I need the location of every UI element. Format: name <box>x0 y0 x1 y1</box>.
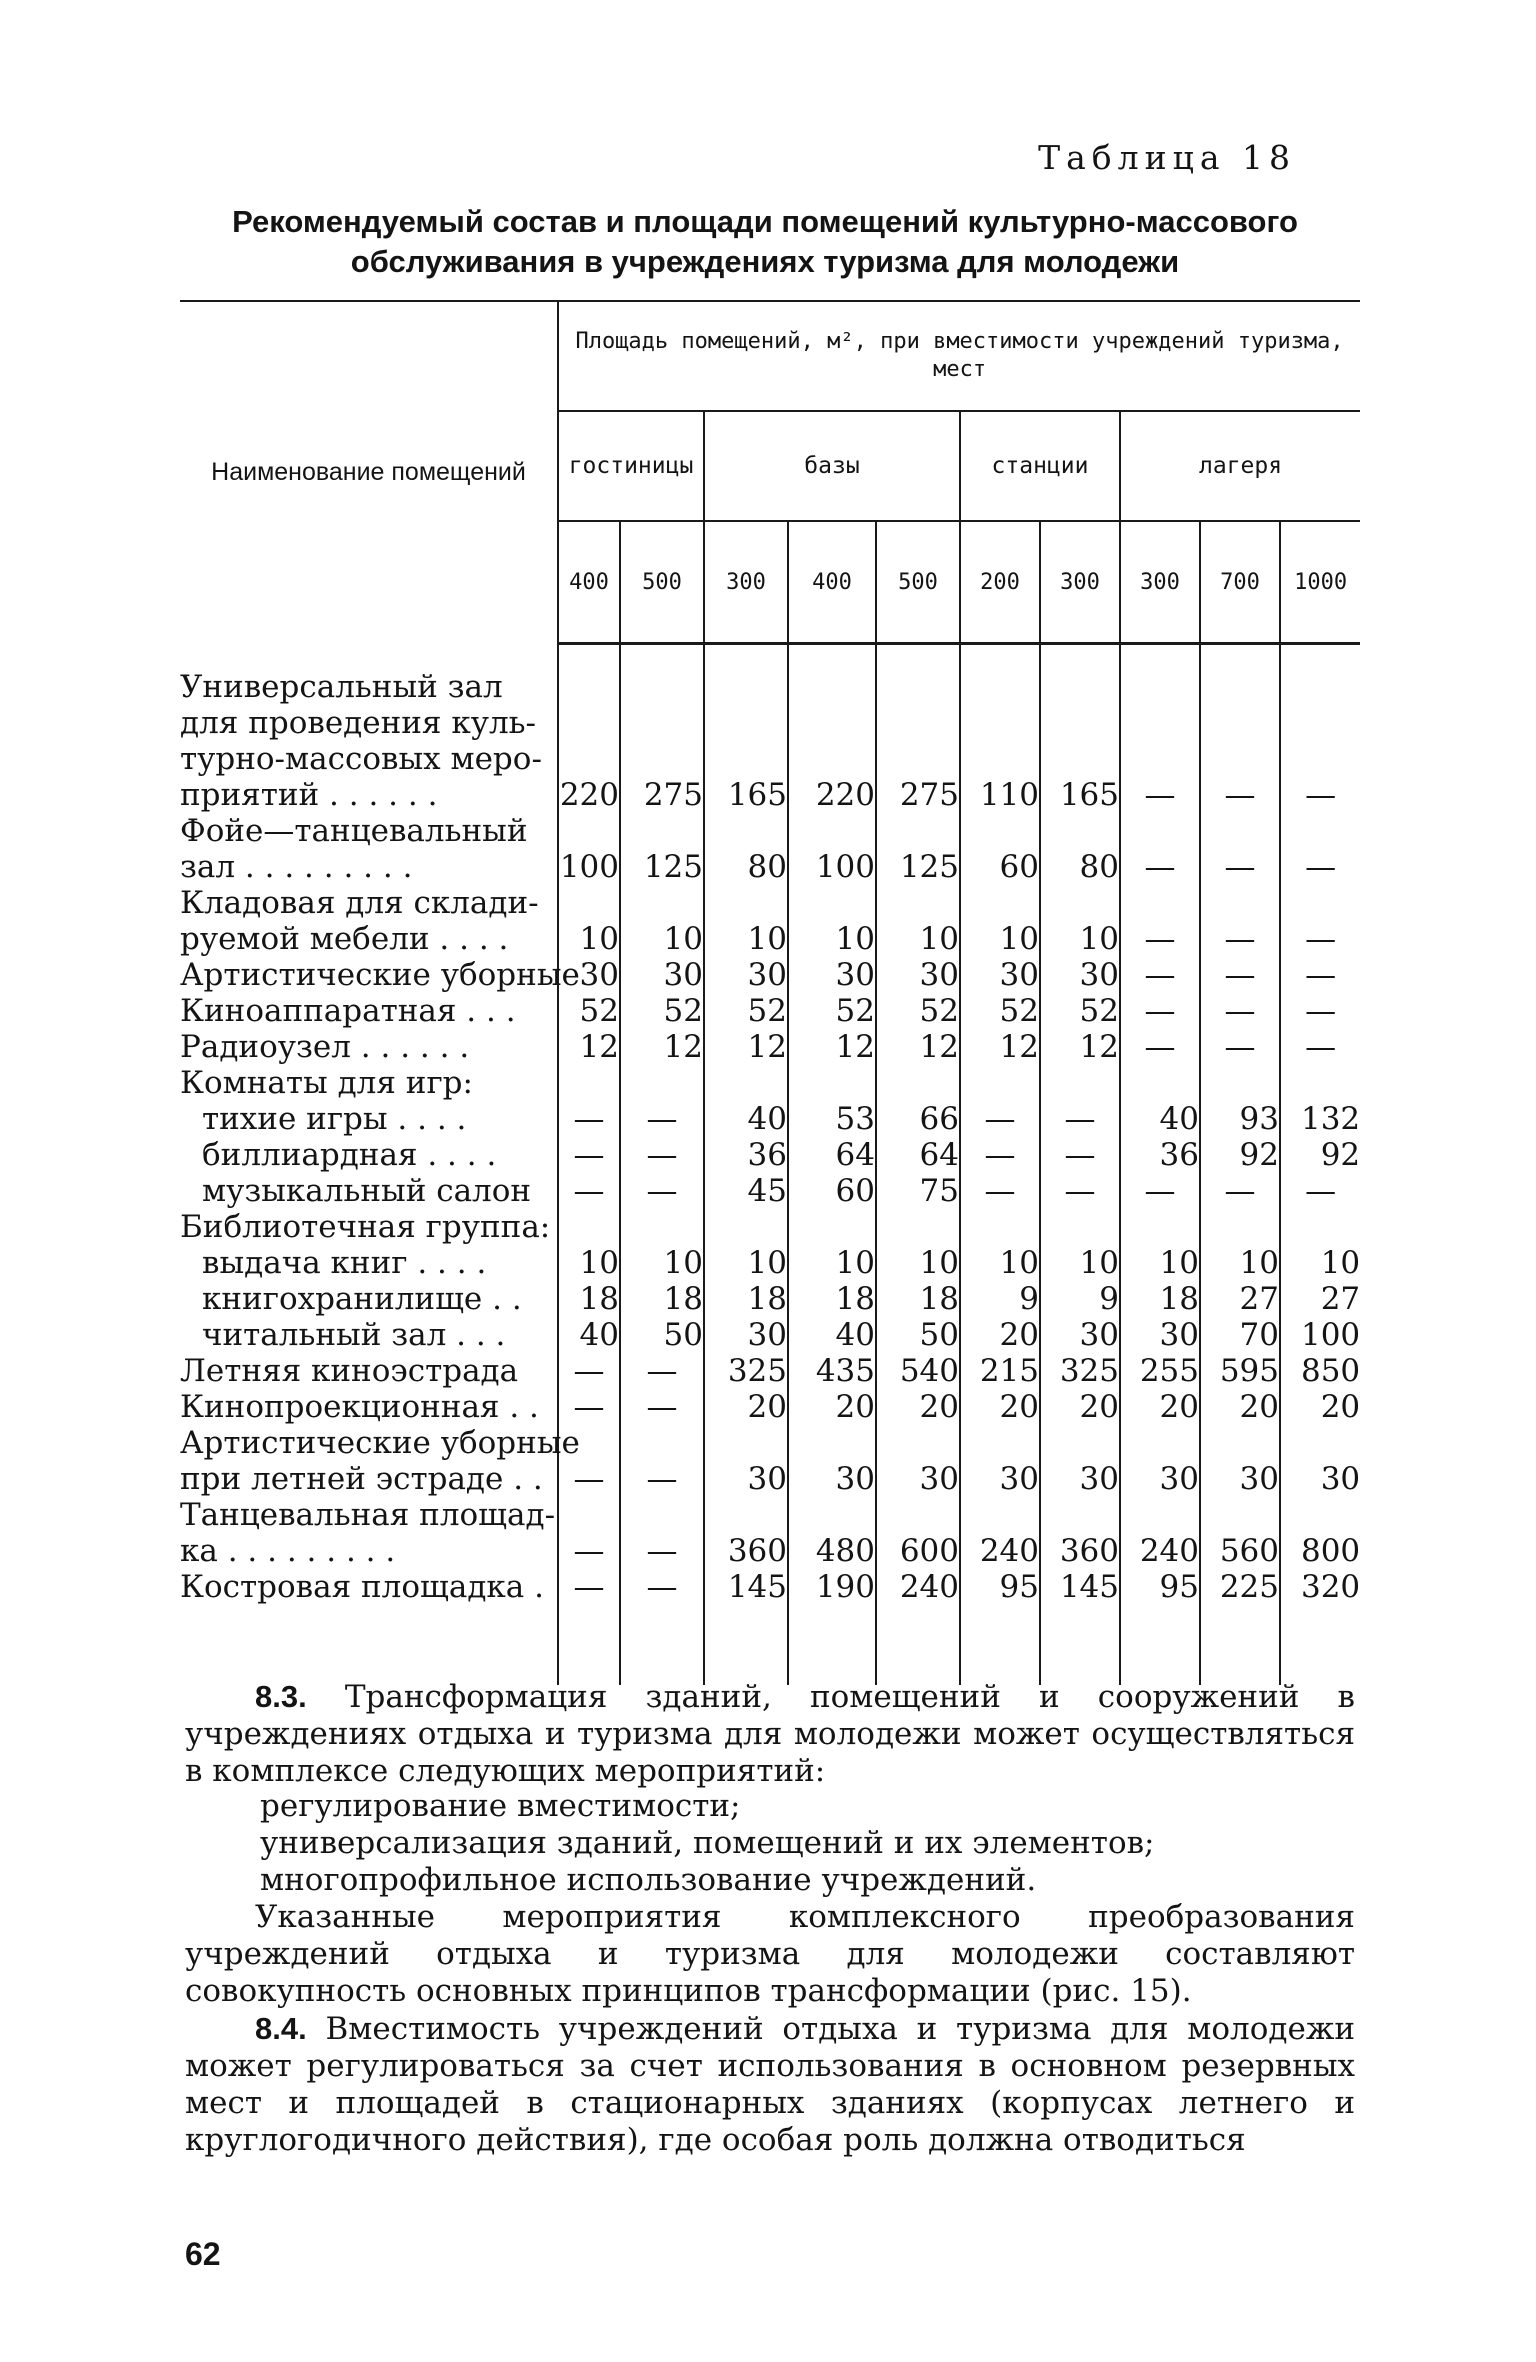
table-cell <box>704 1065 788 1101</box>
row-label <box>180 1209 558 1245</box>
table-cell: — <box>1305 777 1337 813</box>
table-cell <box>1120 1209 1200 1245</box>
table-cell: 275 <box>876 669 960 813</box>
row-label <box>180 993 558 1029</box>
table-cell <box>960 1209 1040 1245</box>
table-cell: 20 <box>704 1389 788 1425</box>
table-cell: 95 <box>960 1569 1040 1605</box>
table-cell: 10 <box>1320 1245 1361 1281</box>
table-cell: 66 <box>876 1101 960 1137</box>
table-cell: — <box>1040 1101 1120 1137</box>
table-cell: 12 <box>788 1029 876 1065</box>
table-cell: 40 <box>1120 1101 1200 1137</box>
table-cell: 27 <box>1320 1281 1361 1317</box>
row-label <box>180 1569 558 1605</box>
table-cell: 165 <box>704 669 788 813</box>
table-cell <box>1120 1065 1200 1101</box>
table-cell: 12 <box>558 1029 620 1065</box>
row-label-line: Киноаппаратная . . . <box>180 993 516 1029</box>
row-label-line: выдача книг . . . . <box>202 1245 487 1281</box>
table-cell <box>1280 1065 1360 1101</box>
table-row <box>180 1209 1360 1245</box>
table-cell: 220 <box>788 669 876 813</box>
table-cell: 30 <box>876 1425 960 1497</box>
table-cell: — <box>558 1101 620 1137</box>
table-cell: 595 <box>1200 1353 1280 1389</box>
table-cell: 240 <box>960 1497 1040 1569</box>
table-row <box>180 1245 1360 1281</box>
table-cell: 10 <box>788 885 876 957</box>
table-cell: 100 <box>788 813 876 885</box>
table-cell: — <box>558 1389 620 1425</box>
table-cell: — <box>558 1425 620 1497</box>
table-cell <box>1200 1065 1280 1101</box>
table-row <box>180 1497 1360 1569</box>
table-cell: 18 <box>876 1281 960 1317</box>
table-cell: — <box>620 1101 704 1137</box>
row-label-line: книгохранилище . . <box>202 1281 522 1317</box>
table-cell: 10 <box>558 1245 620 1281</box>
table-cell: 850 <box>1300 1353 1361 1389</box>
table-cell: — <box>1120 813 1200 885</box>
row-label-line: Библиотечная группа: <box>180 1209 551 1245</box>
table-cell: 540 <box>876 1353 960 1389</box>
table-cell: 52 <box>704 993 788 1029</box>
table-cell: — <box>1305 921 1337 957</box>
table-cell: 12 <box>960 1029 1040 1065</box>
table-cell: — <box>558 1137 620 1173</box>
table-row <box>180 1173 1360 1209</box>
table-title: Рекомендуемый состав и площади помещений культурно-массового обслуживания в учреждениях туризма для молодежи <box>232 204 1298 279</box>
table-cell: — <box>620 1497 704 1569</box>
table-cell: 190 <box>788 1569 876 1605</box>
table-cell: 800 <box>1300 1533 1361 1569</box>
table-cell: 10 <box>788 1245 876 1281</box>
row-label-line: Артистические уборные <box>180 1425 580 1461</box>
table-cell: 10 <box>1040 885 1120 957</box>
table-cell <box>620 1209 704 1245</box>
table-cell: — <box>1200 1029 1280 1065</box>
row-label <box>180 1317 558 1353</box>
table-cell: 360 <box>1040 1497 1120 1569</box>
row-label-line: Летняя киноэстрада <box>180 1353 519 1389</box>
table-cell: 70 <box>1200 1317 1280 1353</box>
table-cell <box>788 1209 876 1245</box>
list-item: многопрофильное использование учреждений. <box>260 1862 1037 1898</box>
table-cell: 240 <box>1120 1497 1200 1569</box>
row-label <box>180 1281 558 1317</box>
table-cell <box>620 1065 704 1101</box>
table-row <box>180 1281 1360 1317</box>
table-cell: 60 <box>788 1173 876 1209</box>
table-cell <box>876 1065 960 1101</box>
table-cell: 80 <box>704 813 788 885</box>
table-cell: — <box>558 1173 620 1209</box>
table-cell: — <box>1305 849 1337 885</box>
table-cell: — <box>620 1137 704 1173</box>
table-cell: 125 <box>620 813 704 885</box>
table-cell: 20 <box>960 1317 1040 1353</box>
capacity-header: 200 <box>960 521 1040 644</box>
table-cell: 480 <box>788 1497 876 1569</box>
table-cell: 30 <box>704 1317 788 1353</box>
table-cell: 10 <box>558 885 620 957</box>
table-cell: 75 <box>876 1173 960 1209</box>
table-cell: 95 <box>1120 1569 1200 1605</box>
group-header-hotels: гостиницы <box>558 411 704 521</box>
table-cell: — <box>620 1173 704 1209</box>
table-cell: — <box>558 1353 620 1389</box>
table-cell: 145 <box>1040 1569 1120 1605</box>
capacity-header: 500 <box>620 521 704 644</box>
table-cell: 52 <box>788 993 876 1029</box>
table-cell <box>558 1209 620 1245</box>
paragraph-followup: Указанные мероприятия комплексного преобразования учреждений отдыха и туризма для молодежи составляют совокупность основных принципов трансформации (рис. 15). <box>185 1899 1355 2009</box>
table-cell: 12 <box>1040 1029 1120 1065</box>
table-cell: 220 <box>558 669 620 813</box>
table-cell: 92 <box>1320 1137 1361 1173</box>
table-cell: 45 <box>704 1173 788 1209</box>
table-cell: 255 <box>1120 1353 1200 1389</box>
table-cell: 10 <box>960 885 1040 957</box>
capacity-header: 300 <box>1120 521 1200 644</box>
table-cell: — <box>960 1101 1040 1137</box>
table-cell: 20 <box>788 1389 876 1425</box>
row-label <box>180 957 580 993</box>
row-label-line: для проведения куль- <box>180 705 536 741</box>
table-cell: 125 <box>876 813 960 885</box>
table-cell: — <box>620 1389 704 1425</box>
row-label-line: приятий . . . . . . <box>180 777 438 813</box>
row-label-line: при летней эстраде . . <box>180 1461 543 1497</box>
data-table <box>180 300 1360 1685</box>
table-row <box>180 1317 1360 1353</box>
row-label <box>180 1101 558 1137</box>
row-label-line: Фойе—танцевальный <box>180 813 528 849</box>
table-cell: 52 <box>876 993 960 1029</box>
table-cell: 30 <box>960 957 1040 993</box>
table-cell: — <box>1305 1173 1337 1209</box>
table-cell: 30 <box>704 1425 788 1497</box>
table-cell: 52 <box>558 993 620 1029</box>
paragraph-text: Вместимость учреждений отдыха и туризма для молодежи может регулироваться за счет использования в основном резервных мест и площадей в стационарных зданиях (корпусах летнего и круглогодичного действия), где особая роль должна отводиться <box>185 2011 1356 2158</box>
table-cell: 36 <box>704 1137 788 1173</box>
row-label <box>180 669 558 813</box>
table-cell: 30 <box>1040 957 1120 993</box>
table-row <box>180 1137 1360 1173</box>
row-label <box>180 1497 558 1569</box>
row-label <box>180 1029 558 1065</box>
capacity-header: 500 <box>876 521 960 644</box>
group-header-bases: базы <box>704 411 960 521</box>
table-cell <box>558 1065 620 1101</box>
table-cell: 18 <box>620 1281 704 1317</box>
table-cell: 18 <box>558 1281 620 1317</box>
table-cell: 18 <box>704 1281 788 1317</box>
row-label-line: музыкальный салон <box>202 1173 532 1209</box>
table-cell: 80 <box>1040 813 1120 885</box>
table-cell: 215 <box>960 1353 1040 1389</box>
paragraph-8-3 <box>185 1678 1355 1790</box>
table-cell: — <box>1200 813 1280 885</box>
row-label-line: Кладовая для склади- <box>180 885 539 921</box>
table-cell: 20 <box>876 1389 960 1425</box>
table-cell: 30 <box>1320 1461 1361 1497</box>
table-cell: 20 <box>1120 1389 1200 1425</box>
table-cell: 64 <box>876 1137 960 1173</box>
row-label <box>180 1425 580 1497</box>
row-label-line: тихие игры . . . . <box>202 1101 467 1137</box>
table-row <box>180 813 1360 885</box>
capacity-header: 400 <box>558 521 620 644</box>
table-cell <box>876 1209 960 1245</box>
table-row <box>180 1065 1360 1101</box>
table-cell: 10 <box>960 1245 1040 1281</box>
table-cell: — <box>1305 957 1337 993</box>
row-label-line: Костровая площадка . <box>180 1569 544 1605</box>
row-label <box>180 885 558 957</box>
column-header-name: Наименование помещений <box>180 301 558 644</box>
table-cell <box>1040 1065 1120 1101</box>
table-row <box>180 1353 1360 1389</box>
table-cell: 20 <box>1200 1389 1280 1425</box>
table-cell: — <box>558 1569 620 1605</box>
table-cell: 53 <box>788 1101 876 1137</box>
table-cell: 18 <box>1120 1281 1200 1317</box>
paragraph-text: Трансформация зданий, помещений и сооружений в учреждениях отдыха и туризма для молодежи может осуществляться в комплексе следующих мероприятий: <box>185 1679 1355 1789</box>
table-cell: — <box>1120 1173 1200 1209</box>
table-row <box>180 1101 1360 1137</box>
table-cell: 20 <box>1040 1389 1120 1425</box>
row-label-line: зал . . . . . . . . . <box>180 849 413 885</box>
row-label <box>180 813 558 885</box>
table-cell <box>1280 1209 1360 1245</box>
table-cell: 30 <box>620 957 704 993</box>
table-cell <box>704 1209 788 1245</box>
paragraph-8-4 <box>185 2010 1355 2159</box>
table-cell: 30 <box>1120 1425 1200 1497</box>
row-label <box>180 1389 558 1425</box>
capacity-header: 300 <box>704 521 788 644</box>
column-header-area: Площадь помещений, м², при вместимости учреждений туризма, мест <box>558 301 1360 411</box>
row-label-line: ка . . . . . . . . . <box>180 1533 396 1569</box>
list-item: регулирование вместимости; <box>260 1788 741 1824</box>
list-item: универсализация зданий, помещений и их элементов; <box>260 1825 1155 1861</box>
table-cell: 40 <box>704 1101 788 1137</box>
table-cell: 50 <box>620 1317 704 1353</box>
row-label <box>180 1065 558 1101</box>
table-cell: 20 <box>960 1389 1040 1425</box>
table-cell: 52 <box>960 993 1040 1029</box>
table-cell: — <box>1200 993 1280 1029</box>
table-cell: 10 <box>1200 1245 1280 1281</box>
table-cell: 100 <box>1300 1317 1361 1353</box>
row-label-line: Танцевальная площад- <box>180 1497 556 1533</box>
table-cell: 20 <box>1320 1389 1361 1425</box>
table-cell <box>788 1065 876 1101</box>
table-cell: — <box>620 1425 704 1497</box>
row-label-line: читальный зал . . . <box>202 1317 506 1353</box>
table-cell: 30 <box>960 1425 1040 1497</box>
table-cell: 30 <box>704 957 788 993</box>
table-cell: 52 <box>620 993 704 1029</box>
table-cell: 10 <box>876 885 960 957</box>
table-cell: 320 <box>1300 1569 1361 1605</box>
table-row <box>180 1029 1360 1065</box>
row-label-line: биллиардная . . . . <box>202 1137 497 1173</box>
table-cell: 12 <box>620 1029 704 1065</box>
table-cell: 240 <box>876 1569 960 1605</box>
row-label-line: Кинопроекционная . . <box>180 1389 539 1425</box>
table-cell: — <box>1120 993 1200 1029</box>
table-cell: — <box>1040 1173 1120 1209</box>
table-cell: 560 <box>1200 1497 1280 1569</box>
capacity-header: 700 <box>1200 521 1280 644</box>
table-cell: — <box>558 1497 620 1569</box>
table-cell: 275 <box>620 669 704 813</box>
table-row <box>180 957 1360 993</box>
table-cell: 145 <box>704 1569 788 1605</box>
table-cell: 9 <box>1040 1281 1120 1317</box>
table-cell: 64 <box>788 1137 876 1173</box>
table-cell: 10 <box>620 885 704 957</box>
table-cell: 30 <box>558 957 620 993</box>
table-cell: 30 <box>1040 1425 1120 1497</box>
table-caption: Таблица 18 <box>1038 138 1296 177</box>
section-number: 8.4. <box>255 2011 307 2046</box>
table-cell: 27 <box>1200 1281 1280 1317</box>
table-cell: 10 <box>620 1245 704 1281</box>
table-cell: 92 <box>1200 1137 1280 1173</box>
table-cell: — <box>1200 885 1280 957</box>
table-cell: — <box>960 1173 1040 1209</box>
group-header-camps: лагеря <box>1120 411 1360 521</box>
table-cell: 50 <box>876 1317 960 1353</box>
table-cell: 10 <box>704 1245 788 1281</box>
row-label <box>180 1173 558 1209</box>
table-cell: 30 <box>788 957 876 993</box>
table-cell: 165 <box>1040 669 1120 813</box>
capacity-header: 300 <box>1040 521 1120 644</box>
table-cell: 36 <box>1120 1137 1200 1173</box>
table-cell: 10 <box>1040 1245 1120 1281</box>
table-row <box>180 1389 1360 1425</box>
table-row <box>180 669 1360 813</box>
table-cell: — <box>1040 1137 1120 1173</box>
row-label-line: турно-массовых меро- <box>180 741 542 777</box>
table-cell: 40 <box>788 1317 876 1353</box>
table-cell: 9 <box>960 1281 1040 1317</box>
table-row <box>180 885 1360 957</box>
row-label <box>180 1245 558 1281</box>
table-cell: 132 <box>1300 1101 1361 1137</box>
table-cell: 30 <box>876 957 960 993</box>
table-cell: 30 <box>1040 1317 1120 1353</box>
table-cell: 600 <box>876 1497 960 1569</box>
row-label-line: Артистические уборные <box>180 957 580 993</box>
capacity-header: 1000 <box>1280 521 1360 644</box>
table-cell: 325 <box>1040 1353 1120 1389</box>
table-cell: 93 <box>1200 1101 1280 1137</box>
table-cell: 18 <box>788 1281 876 1317</box>
row-label-line: Радиоузел . . . . . . <box>180 1029 470 1065</box>
table-cell: 30 <box>788 1425 876 1497</box>
table-cell: — <box>1305 1029 1337 1065</box>
table-cell <box>960 1065 1040 1101</box>
table-row <box>180 993 1360 1029</box>
section-number: 8.3. <box>255 1679 307 1714</box>
table-cell: — <box>1200 669 1280 813</box>
table-cell: — <box>1305 993 1337 1029</box>
table-cell: 52 <box>1040 993 1120 1029</box>
row-label-line: Комнаты для игр: <box>180 1065 473 1101</box>
table-cell <box>1040 1209 1120 1245</box>
table-cell: 12 <box>876 1029 960 1065</box>
page-number: 62 <box>185 2236 221 2272</box>
table-cell: — <box>1120 1029 1200 1065</box>
table-cell <box>1200 1209 1280 1245</box>
table-cell: 10 <box>704 885 788 957</box>
table-cell: — <box>620 1569 704 1605</box>
row-label-line: руемой мебели . . . . <box>180 921 509 957</box>
table-cell: — <box>620 1353 704 1389</box>
table-cell: — <box>960 1137 1040 1173</box>
row-label-line: Универсальный зал <box>180 669 503 705</box>
table-row <box>180 1425 1360 1497</box>
table-cell: 10 <box>1120 1245 1200 1281</box>
table-row <box>180 1569 1360 1605</box>
table-cell: 30 <box>1200 1425 1280 1497</box>
table-cell: 110 <box>960 669 1040 813</box>
table-cell: — <box>1200 1173 1280 1209</box>
table-cell: 60 <box>960 813 1040 885</box>
group-header-stations: станции <box>960 411 1120 521</box>
capacity-header: 400 <box>788 521 876 644</box>
table-cell: 225 <box>1200 1569 1280 1605</box>
table-cell: — <box>1120 885 1200 957</box>
table-cell: — <box>1120 957 1200 993</box>
table-cell: 10 <box>876 1245 960 1281</box>
table-cell: — <box>1120 669 1200 813</box>
table-cell: 325 <box>704 1353 788 1389</box>
table-cell: 100 <box>558 813 620 885</box>
table-cell: — <box>1200 957 1280 993</box>
table-cell: 360 <box>704 1497 788 1569</box>
row-label <box>180 1137 558 1173</box>
table-cell: 435 <box>788 1353 876 1389</box>
table-cell: 30 <box>1120 1317 1200 1353</box>
table-cell: 12 <box>704 1029 788 1065</box>
row-label <box>180 1353 558 1389</box>
table-cell: 40 <box>558 1317 620 1353</box>
